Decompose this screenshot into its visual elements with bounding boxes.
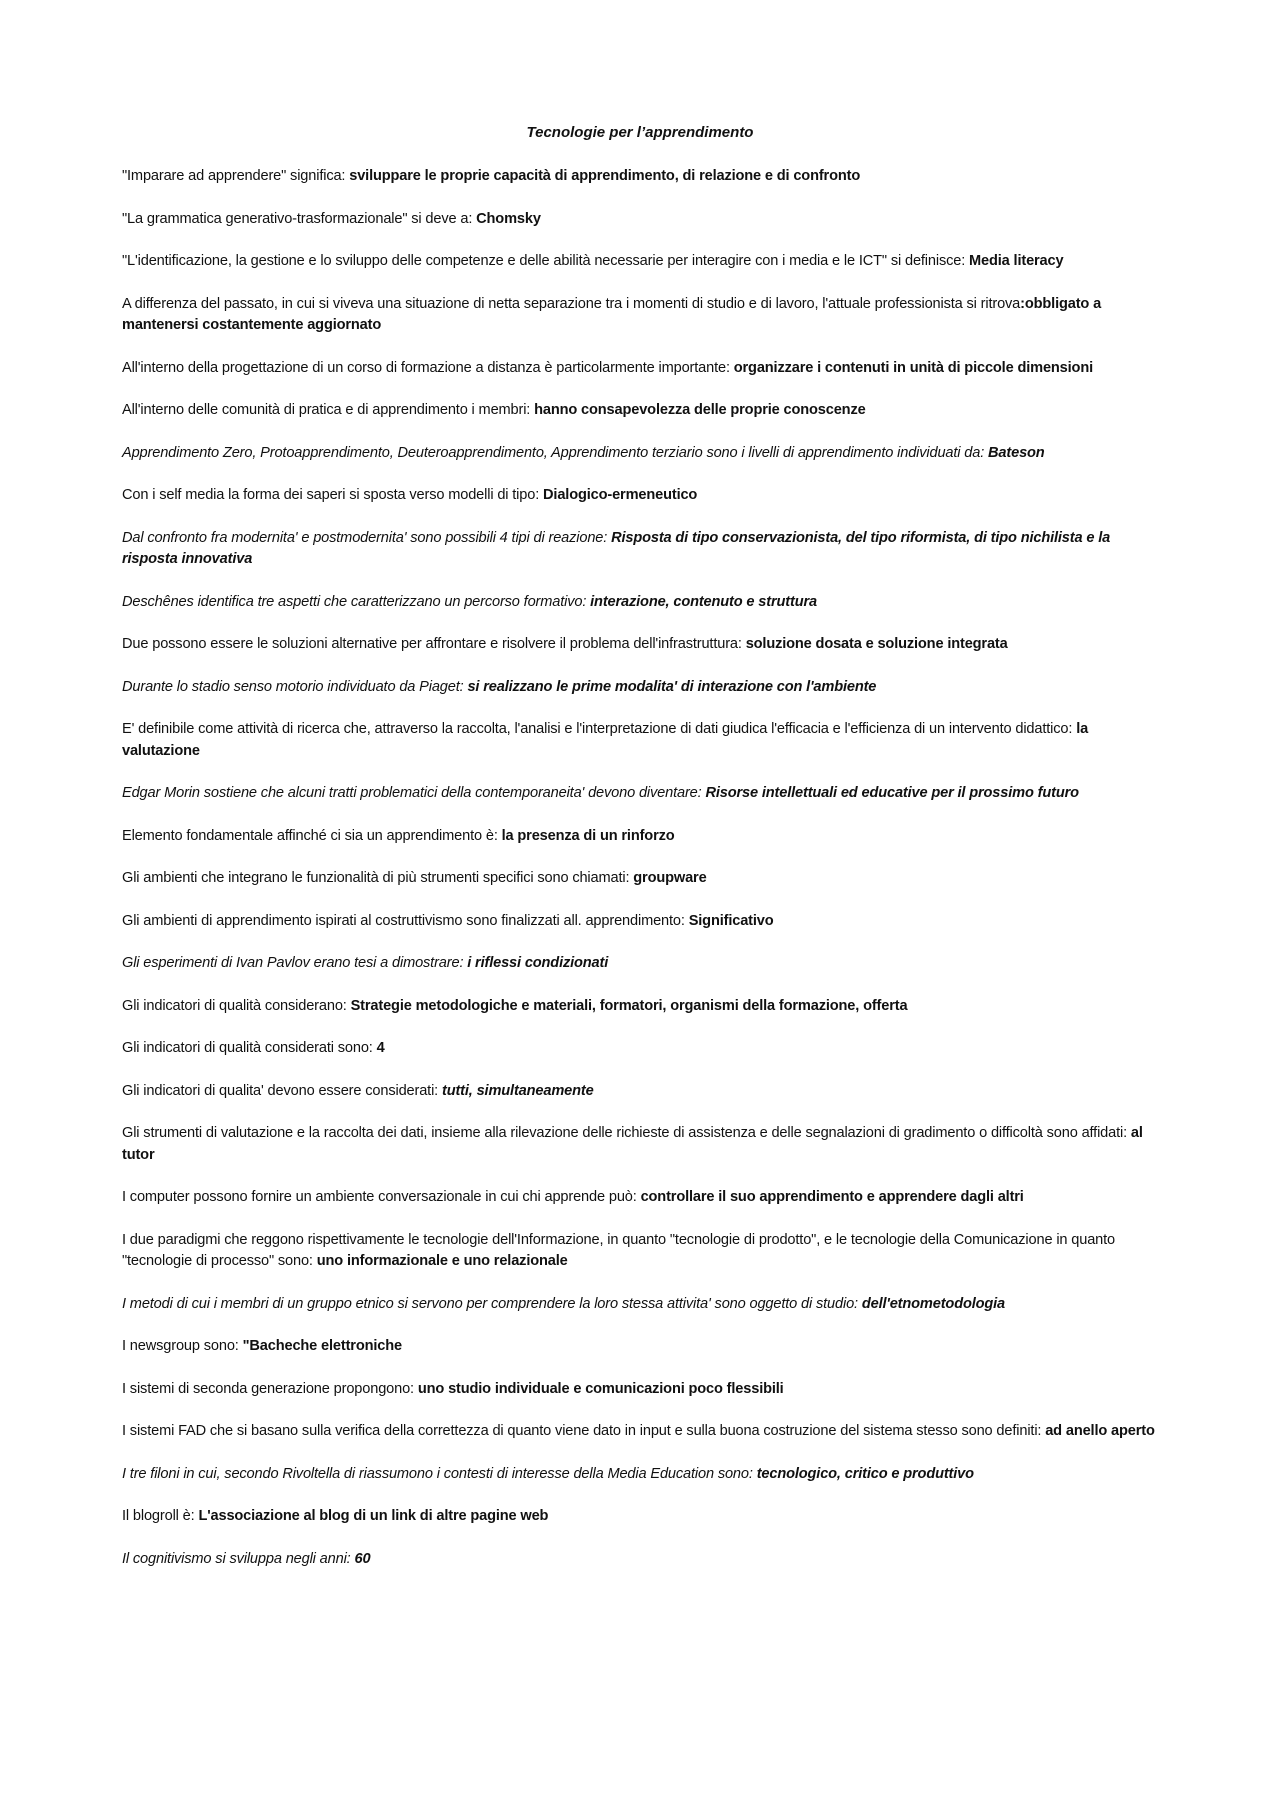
answer-text: 60 (354, 1550, 371, 1567)
question-text: All'interno delle comunità di pratica e di apprendimento i membri: (122, 402, 535, 418)
answer-text: Bateson (988, 444, 1045, 461)
page-title: Tecnologie per l’apprendimento (526, 124, 754, 141)
answer-text: L'associazione al blog di un link di altre pagine web (198, 1508, 549, 1524)
answer-text: Risposta di tipo conservazionista, del tipo riformista, di tipo nichilista e la risposta innovativa (122, 529, 1111, 567)
answer-text: la presenza di un rinforzo (501, 827, 675, 844)
answer-text: Dialogico-ermeneutico (543, 487, 698, 503)
list-item (122, 443, 1162, 465)
answer-text: organizzare i contenuti in unità di piccole dimensioni (733, 359, 1093, 376)
question-text: Gli strumenti di valutazione e la raccolta dei dati, insieme alla rilevazione delle richieste di assistenza e delle segnalazioni di gradimento o difficoltà sono affidati: (122, 1125, 1131, 1141)
list-item (122, 996, 1162, 1018)
question-text: Gli esperimenti di Ivan Pavlov erano tesi a dimostrare: (122, 955, 468, 971)
list-item (122, 1081, 1162, 1103)
list-item (122, 1187, 1162, 1209)
question-text: Il cognitivismo si sviluppa negli anni: (122, 1550, 355, 1567)
question-text: Edgar Morin sostiene che alcuni tratti problematici della contemporaneita' devono diventare: (122, 785, 706, 801)
answer-text: Risorse intellettuali ed educative per il prossimo futuro (705, 785, 1079, 801)
list-item (122, 528, 1162, 571)
list-item (122, 826, 1162, 848)
answer-text: Strategie metodologiche e materiali, formatori, organismi della formazione, offerta (350, 997, 908, 1014)
answer-text: interazione, contenuto e struttura (590, 593, 817, 610)
answer-text: Significativo (688, 912, 774, 929)
list-item (122, 166, 1162, 188)
question-text: Apprendimento Zero, Protoapprendimento, Deuteroapprendimento, Apprendimento terziario sono i livelli di apprendimento individuati da: (122, 444, 989, 461)
question-text: Gli indicatori di qualita' devono essere considerati: (122, 1082, 442, 1099)
list-item (122, 1421, 1162, 1443)
list-item (122, 400, 1162, 422)
list-item (122, 1294, 1162, 1316)
question-text: Elemento fondamentale affinché ci sia un apprendimento è: (122, 827, 502, 844)
list-item (122, 1123, 1162, 1166)
question-text: Deschênes identifica tre aspetti che caratterizzano un percorso formativo: (122, 593, 591, 610)
answer-text: uno informazionale e uno relazionale (316, 1253, 568, 1269)
question-text: Il blogroll è: (122, 1508, 199, 1524)
question-text: I due paradigmi che reggono rispettivamente le tecnologie dell'Informazione, in quanto "tecnologie di prodotto", e le tecnologie della Comunicazione in quanto "tecnologie di processo" sono: (122, 1231, 1116, 1269)
question-text: A differenza del passato, in cui si viveva una situazione di netta separazione tra i momenti di studio e di lavoro, l'attuale professionista si ritrova (122, 295, 1021, 312)
list-item (122, 1379, 1162, 1401)
list-item (122, 1549, 1162, 1571)
answer-text: tecnologico, critico e produttivo (756, 1465, 974, 1482)
answer-text: sviluppare le proprie capacità di apprendimento, di relazione e di confronto (349, 168, 861, 184)
question-text: I metodi di cui i membri di un gruppo etnico si servono per comprendere la loro stessa attivita' sono oggetto di studio: (122, 1295, 862, 1312)
answer-text: dell'etnometodologia (861, 1295, 1006, 1312)
answer-text: groupware (633, 870, 707, 886)
answer-text: i riflessi condizionati (467, 955, 609, 971)
question-text: All'interno della progettazione di un corso di formazione a distanza è particolarmente importante: (122, 359, 734, 376)
list-item (122, 953, 1162, 975)
list-item (122, 634, 1162, 656)
list-item (122, 677, 1162, 699)
question-text: "Imparare ad apprendere" significa: (122, 168, 350, 184)
list-item (122, 1506, 1162, 1528)
answer-text: ad anello aperto (1045, 1423, 1155, 1439)
question-text: Gli indicatori di qualità considerano: (122, 997, 351, 1014)
list-item (122, 719, 1162, 762)
list-item (122, 1230, 1162, 1273)
question-text: Durante lo stadio senso motorio individuato da Piaget: (122, 678, 468, 695)
list-item (122, 1038, 1162, 1060)
question-text: I sistemi di seconda generazione propongono: (122, 1380, 418, 1397)
question-text: Dal confronto fra modernita' e postmodernita' sono possibili 4 tipi di reazione: (122, 529, 612, 546)
answer-text: hanno consapevolezza delle proprie conoscenze (534, 402, 866, 418)
answer-text: :obbligato a mantenersi costantemente aggiornato (122, 295, 1102, 333)
question-text: E' definibile come attività di ricerca che, attraverso la raccolta, l'analisi e l'interpretazione di dati giudica l'efficacia e l'efficienza di un intervento didattico: (122, 721, 1077, 737)
answer-text: controllare il suo apprendimento e apprendere dagli altri (640, 1189, 1024, 1205)
answer-text: Media literacy (969, 253, 1064, 269)
list-item (122, 358, 1162, 380)
question-text: I sistemi FAD che si basano sulla verifica della correttezza di quanto viene dato in input e sulla buona costruzione del sistema stesso sono definiti: (122, 1423, 1046, 1439)
question-text: I tre filoni in cui, secondo Rivoltella di riassumono i contesti di interesse della Media Education sono: (122, 1465, 757, 1482)
list-item (122, 209, 1162, 231)
list-item (122, 911, 1162, 933)
answer-text: al tutor (122, 1125, 1143, 1163)
question-text: "L'identificazione, la gestione e lo sviluppo delle competenze e delle abilità necessarie per interagire con i media e le ICT" si definisce: (122, 253, 970, 269)
list-item (122, 294, 1162, 337)
list-item (122, 251, 1162, 273)
list-item (122, 783, 1162, 805)
qa-list (122, 166, 1162, 1591)
question-text: Gli ambienti di apprendimento ispirati al costruttivismo sono finalizzati all. apprendimento: (122, 912, 689, 929)
question-text: Due possono essere le soluzioni alternative per affrontare e risolvere il problema dell'infrastruttura: (122, 636, 746, 652)
list-item (122, 592, 1162, 614)
question-text: Gli indicatori di qualità considerati sono: (122, 1040, 377, 1056)
question-text: Con i self media la forma dei saperi si sposta verso modelli di tipo: (122, 487, 544, 503)
answer-text: 4 (376, 1040, 385, 1056)
answer-text: uno studio individuale e comunicazioni poco flessibili (417, 1380, 784, 1397)
answer-text: soluzione dosata e soluzione integrata (745, 636, 1008, 652)
answer-text: Chomsky (476, 210, 541, 227)
question-text: Gli ambienti che integrano le funzionalità di più strumenti specifici sono chiamati: (122, 870, 634, 886)
question-text: I computer possono fornire un ambiente conversazionale in cui chi apprende può: (122, 1189, 641, 1205)
answer-text: si realizzano le prime modalita' di interazione con l'ambiente (467, 678, 877, 695)
list-item (122, 868, 1162, 890)
question-text: "La grammatica generativo-trasformazionale" si deve a: (122, 210, 477, 227)
list-item (122, 1336, 1162, 1358)
list-item (122, 1464, 1162, 1486)
answer-text: "Bacheche elettroniche (242, 1338, 402, 1354)
list-item (122, 485, 1162, 507)
answer-text: tutti, simultaneamente (441, 1082, 594, 1099)
answer-text: la valutazione (122, 721, 1089, 759)
question-text: I newsgroup sono: (122, 1338, 243, 1354)
